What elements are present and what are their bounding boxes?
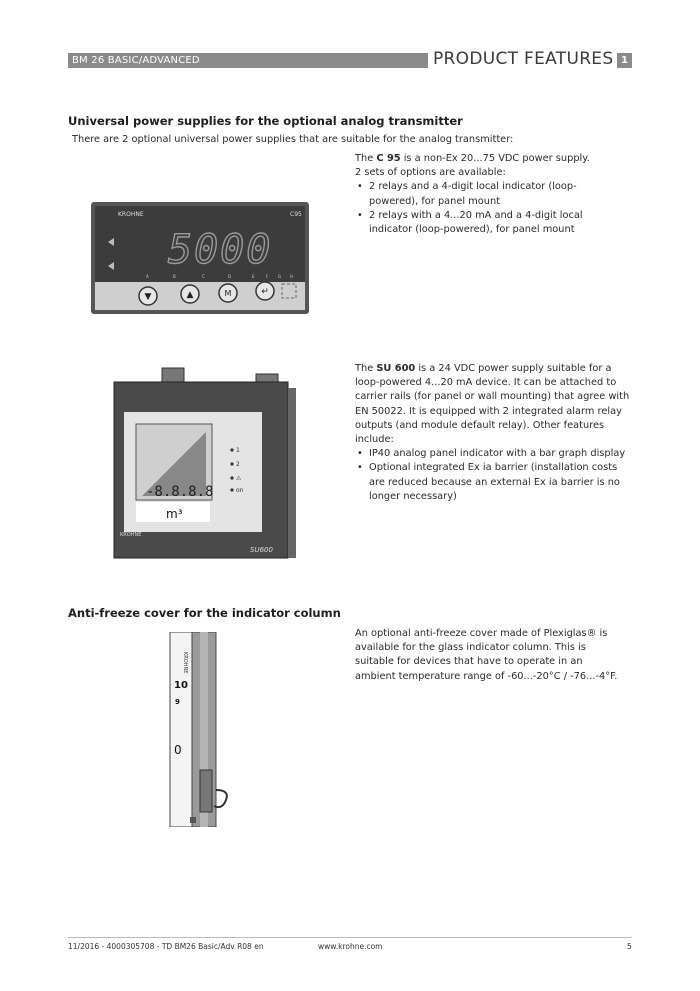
svg-text:⚠: ⚠	[236, 475, 242, 482]
svg-text:A: A	[146, 274, 149, 279]
c95-lead: The C 95 is a non-Ex 20...75 VDC power supply.	[355, 153, 590, 164]
anti-freeze-description: An optional anti-freeze cover made of Plexiglas® is available for the glass indicator column. This is suitable for devices that have to operate in an ambient temperature range of -60...-20°C / -76...-4°F.	[355, 628, 618, 682]
svg-text:M: M	[224, 289, 232, 298]
svg-text:0: 0	[174, 743, 182, 757]
c95-device-illustration	[90, 198, 310, 316]
page-number: 5	[627, 942, 632, 951]
su600-name: SU 600	[376, 363, 416, 374]
power-supplies-heading: Universal power supplies for the optional analog transmitter	[68, 114, 463, 128]
svg-text:▼: ▼	[144, 292, 152, 302]
c95-brand-label: KROHNE	[118, 211, 144, 218]
footer-website-link[interactable]: www.krohne.com	[318, 942, 383, 951]
c95-options-list	[355, 180, 617, 237]
c95-name: C 95	[376, 153, 401, 164]
su600-unit-label: m³	[166, 507, 183, 521]
su600-features-list	[355, 447, 633, 504]
power-supplies-intro: There are 2 optional universal power supplies that are suitable for the analog transmitter:	[72, 134, 514, 145]
svg-text:▲: ▲	[186, 290, 194, 300]
su600-description	[355, 362, 633, 504]
su600-brand-label: KROHNE	[120, 532, 142, 538]
section-number: 1	[617, 53, 632, 68]
list-item: • 2 relays with a 4...20 mA and a 4-digit local indicator (loop-powered), for panel mount	[355, 209, 617, 237]
su600-lead: The SU 600 is a 24 VDC power supply suitable for a loop-powered 4...20 mA device. It can be attached to carrier rails (for panel or wall mounting) that agree with EN 50022. It is equipped with 2 integrated alarm relay outputs (and module default relay). Other features include:	[355, 363, 630, 446]
su600-device-illustration	[110, 362, 300, 562]
footer-document-id: 11/2016 - 4000305708 - TD BM26 Basic/Adv R08 en	[68, 942, 264, 951]
svg-text:E: E	[252, 274, 255, 279]
document-label: BM 26 BASIC/ADVANCED	[68, 53, 428, 68]
list-item: • Optional integrated Ex ia barrier (installation costs are reduced because an external Ex ia barrier is no longer necessary)	[355, 461, 633, 504]
list-item: • IP40 analog panel indicator with a bar graph display	[355, 447, 633, 461]
c95-model-label: C95	[290, 211, 302, 218]
c95-description	[355, 152, 617, 237]
footer-divider	[68, 937, 632, 938]
column-brand-label: KROHNE	[182, 652, 188, 674]
su600-display-value: -8.8.8.8	[146, 484, 214, 500]
section-title: PRODUCT FEATURES	[433, 49, 614, 69]
su600-model-label: SU600	[250, 546, 273, 554]
svg-text:B: B	[173, 274, 176, 279]
svg-text:H: H	[290, 274, 294, 279]
svg-text:↵: ↵	[261, 287, 269, 297]
anti-freeze-heading: Anti-freeze cover for the indicator column	[68, 606, 341, 620]
svg-text:2: 2	[236, 461, 240, 468]
svg-text:F: F	[266, 274, 269, 279]
svg-text:10: 10	[174, 680, 188, 691]
list-item: • 2 relays and a 4-digit local indicator (loop-powered), for panel mount	[355, 180, 617, 208]
svg-text:C: C	[202, 274, 205, 279]
svg-text:G: G	[278, 274, 282, 279]
svg-text:1: 1	[236, 447, 240, 454]
c95-display-value: 5000	[168, 227, 273, 273]
svg-text:9: 9	[175, 698, 180, 706]
indicator-column-illustration	[160, 632, 260, 827]
c95-led-display	[168, 227, 272, 273]
svg-text:D: D	[228, 274, 232, 279]
c95-options-intro: 2 sets of options are available:	[355, 167, 506, 179]
svg-text:on: on	[236, 487, 244, 494]
